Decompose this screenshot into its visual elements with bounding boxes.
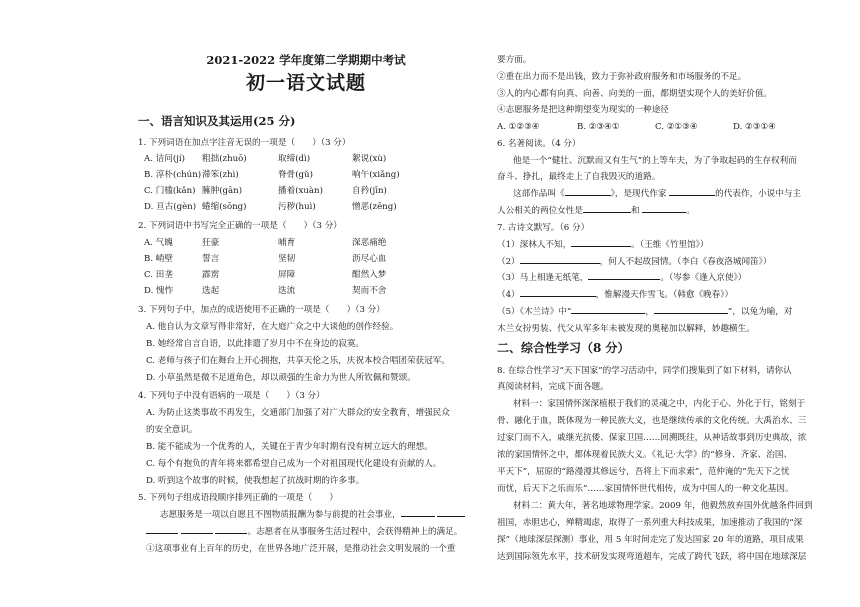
q5-choice-b: B. ②③④①: [577, 122, 620, 132]
q8-material2-line-4: 达到国际领先水平，技术研发实现弯道超车，完成了跨代飞跃，将中国在地球深层: [497, 552, 807, 562]
q3-option-a: A. 他自认为文章写得非常好，在大庭广众之中大谈他的创作经验。: [146, 322, 399, 332]
q7-item-4: （4） ，惟解漫天作雪飞。（韩愈《晚春》）: [497, 290, 734, 300]
q8-material2-line-1: 材料二：黄大年，著名地球物理学家。2009 年，他毅然放弃国外优越条件回到: [513, 501, 813, 511]
q8-line-1: 8. 在综合性学习“天下国家”的学习活动中，同学们搜集到了如下材料，请你认: [497, 366, 792, 376]
q2-c-1: C. 田垄: [144, 270, 173, 280]
q2-d-1: D. 愧怍: [144, 286, 174, 296]
q5-choice-d: D. ②③①④: [733, 122, 776, 132]
q5-item-1: ①这项事业有上百年的历史，在世界各地广泛开展，是推动社会文明发展的一个重: [146, 544, 456, 554]
q4-option-a-cont: 的安全意识。: [146, 425, 198, 435]
section2-heading: 二、综合性学习（8 分）: [497, 341, 630, 355]
q2-b-1: B. 峭壁: [144, 254, 173, 264]
q2-b-4: 沥尽心血: [352, 254, 387, 264]
q5-choice-a: A. ①②③④: [497, 122, 540, 132]
q7-item-3: （3）马上相逢无纸笔， 。（岑参《逢入京使》）: [497, 273, 747, 283]
q1-c-2: 臃肿(gān): [202, 186, 243, 196]
q1-c-3: 播着(xuàn): [278, 186, 323, 196]
q5-item-2: ②重在出力而不是出钱，致力于弥补政府服务和市场服务的不足。: [497, 72, 747, 82]
q2-b-2: 誓言: [202, 254, 220, 264]
q7-item-1: （1）深林人不知， 。（王维《竹里馆》）: [497, 240, 709, 250]
q1-c-1: C. 门槛(kǎn): [144, 186, 196, 196]
q4-option-c: C. 每个有抱负的青年将来都希望自己成为一个对祖国现代化建设有贡献的人。: [146, 459, 442, 469]
q2-a-2: 狂豪: [202, 238, 220, 248]
q8-material1-line-2: 骨、融化于血，既体现为一种民族大义，也是继续传承的文化传统。大禹治水、三: [497, 416, 807, 426]
q8-material2-line-3: 探”（地球深层探测）事业，用 5 年时间走完了发达国家 20 年的道路，项目成果: [497, 535, 804, 545]
q8-material1-line-6: 而忧，后天下之乐而乐”……家国情怀世代相传，成为中国人的一种文化基因。: [497, 484, 794, 494]
q1-a-4: 絮说(xù): [352, 154, 387, 164]
q5-choice-c: C. ②①③④: [655, 122, 698, 132]
q2-d-4: 契而不舍: [352, 286, 387, 296]
q7-item-5: （5）《木兰诗》中“ ， ”，以兔为喻，对: [497, 307, 793, 317]
q5-item-4: ④志愿服务是把这种期望变为现实的一种途径: [497, 105, 669, 115]
q6-line-1: 他是一个“健壮、沉默而又有生气”的上等车夫，为了争取起码的生存权利而: [513, 156, 797, 166]
q5-passage-1: 志愿服务是一项以自愿且不图物质报酬为参与前提的社会事业，: [160, 510, 465, 521]
q1-a-2: 粗拙(zhuō): [202, 154, 247, 164]
q7-blank-4[interactable]: [520, 296, 596, 297]
q2-c-4: 酣然入梦: [352, 270, 387, 280]
q1-d-3: 污秽(huì): [278, 202, 316, 212]
q8-material1-line-1: 材料一：家国情怀深深植根于我们的灵魂之中，内化于心、外化于行，铭刻于: [513, 399, 806, 409]
q6-line-4: 人公相关的两位女性是 和 。: [497, 206, 695, 216]
q1-d-1: D. 亘古(gèn): [144, 202, 197, 212]
q1-d-4: 憎恶(zēng): [352, 202, 397, 212]
q8-material1-line-5: 平天下”，屈原的“路漫漫其修远兮，吾将上下而求索”，范仲淹的“先天下之忧: [497, 467, 790, 477]
q2-stem: 2. 下列词语中书写完全正确的一项是（ ）（3 分）: [138, 221, 342, 231]
q6-stem: 6. 名著阅读。（4 分）: [497, 139, 581, 149]
section1-heading: 一、语言知识及其运用(25 分): [138, 114, 296, 128]
q1-a-3: 取缔(dì): [278, 154, 311, 164]
q1-a-1: A. 诘问(jí): [144, 154, 185, 164]
q6-blank-author[interactable]: [669, 195, 715, 196]
q4-option-d: D. 听到这个故事的时候，使我想起了抗战时期的许多事。: [146, 476, 365, 486]
q4-option-a: A. 为防止这类事故不再发生，交通部门加强了对广大群众的安全教育，增强民众: [146, 408, 450, 418]
q6-blank-female-2[interactable]: [642, 212, 686, 213]
q7-blank-3[interactable]: [588, 279, 660, 280]
q4-stem: 4. 下列句子中没有语病的一项是（ ）（3 分）: [138, 391, 325, 401]
q7-item-2: （2） ，何人不起故园情。（李白《春夜洛城闻笛》）: [497, 257, 772, 267]
q3-stem: 3. 下列句子中，加点的成语使用不正确的一项是（ ）（3 分）: [138, 305, 385, 315]
q2-b-3: 坚韧: [278, 254, 296, 264]
q1-b-2: 滞笨(zhì): [202, 170, 239, 180]
q2-a-3: 哺育: [278, 238, 296, 248]
q5-passage-2: 。志愿者在从事服务生活过程中，会获得精神上的满足。: [146, 527, 462, 538]
q8-material2-line-2: 祖国，赤胆忠心，殚精竭虑，取得了一系列重大科技成果，加速推动了我国的“深: [497, 518, 803, 528]
q1-b-1: B. 淳朴(chún): [144, 170, 202, 180]
q7-blank-1[interactable]: [571, 246, 631, 247]
q7-stem: 7. 古诗文默写。（6 分）: [497, 223, 590, 233]
q3-option-c: C. 老师与孩子们在舞台上开心拥抱，共享天伦之乐，庆祝本校合唱团荣获冠军。: [146, 356, 450, 366]
q7-blank-2[interactable]: [520, 263, 600, 264]
q1-b-4: 响午(xiǎng): [352, 170, 400, 180]
q8-material1-line-4: 浓的家国情怀之中，都体现着民族大义。《礼记·大学》的“修身、齐家、治国、: [497, 450, 793, 460]
q7-item-5-cont: 木兰女扮男装、代父从军多年未被发现的奥秘加以解释，妙趣横生。: [497, 324, 755, 334]
q7-blank-5[interactable]: [571, 313, 645, 314]
q2-c-3: 屏障: [278, 270, 296, 280]
exam-title: 2021-2022 学年度第二学期期中考试: [206, 53, 406, 67]
q3-option-d: D. 小草虽然是微不足道角色，却以顽强的生命力为世人所钦佩和赞颂。: [146, 373, 416, 383]
q2-d-2: 选起: [202, 286, 220, 296]
q2-d-3: 迭流: [278, 286, 296, 296]
q1-stem: 1. 下列词语在加点字注音无误的一项是（ ）（3 分）: [138, 138, 351, 148]
q1-b-3: 脊骨(gǔ): [278, 170, 313, 180]
q6-line-2: 奋斗、挣扎，最终走上了自我毁灭的道路。: [497, 172, 661, 182]
q3-option-b: B. 她经常自言自语，以此排遣了岁月中不在身边的寂寞。: [146, 339, 365, 349]
q8-line-2: 真阅读材料，完成下面各题。: [497, 382, 609, 392]
q6-line-3: 这部作品叫《 》，是现代作家 的代表作，小说中与主: [513, 189, 802, 199]
subject-title: 初一语文试题: [245, 72, 366, 94]
q8-material1-line-3: 过家门而不入，戚继光抗倭、保家卫国……回溯既往，从神话故事到历史典故，浓: [497, 433, 807, 443]
q6-blank-title[interactable]: [565, 195, 611, 196]
q7-blank-6[interactable]: [654, 313, 728, 314]
q6-blank-female-1[interactable]: [583, 212, 631, 213]
q1-c-4: 自矜(jīn): [352, 186, 387, 196]
q4-option-b: B. 能不能成为一个优秀的人，关键在于青少年时期有没有树立远大的理想。: [146, 442, 433, 452]
q1-d-2: 蜷缩(sōng): [202, 202, 247, 212]
q2-a-1: A. 气魄: [144, 238, 173, 248]
q2-a-4: 深恶痛绝: [352, 238, 387, 248]
q2-c-2: 霹雳: [202, 270, 220, 280]
q5-stem: 5. 下列句子组成语段顺序排列正确的一项是（ ）: [138, 493, 338, 503]
q5-item-3: ③人的内心都有向真、向善、向美的一面，都期望实现个人的美好价值。: [497, 89, 773, 99]
q5-item-1-cont: 要方面。: [497, 55, 532, 65]
